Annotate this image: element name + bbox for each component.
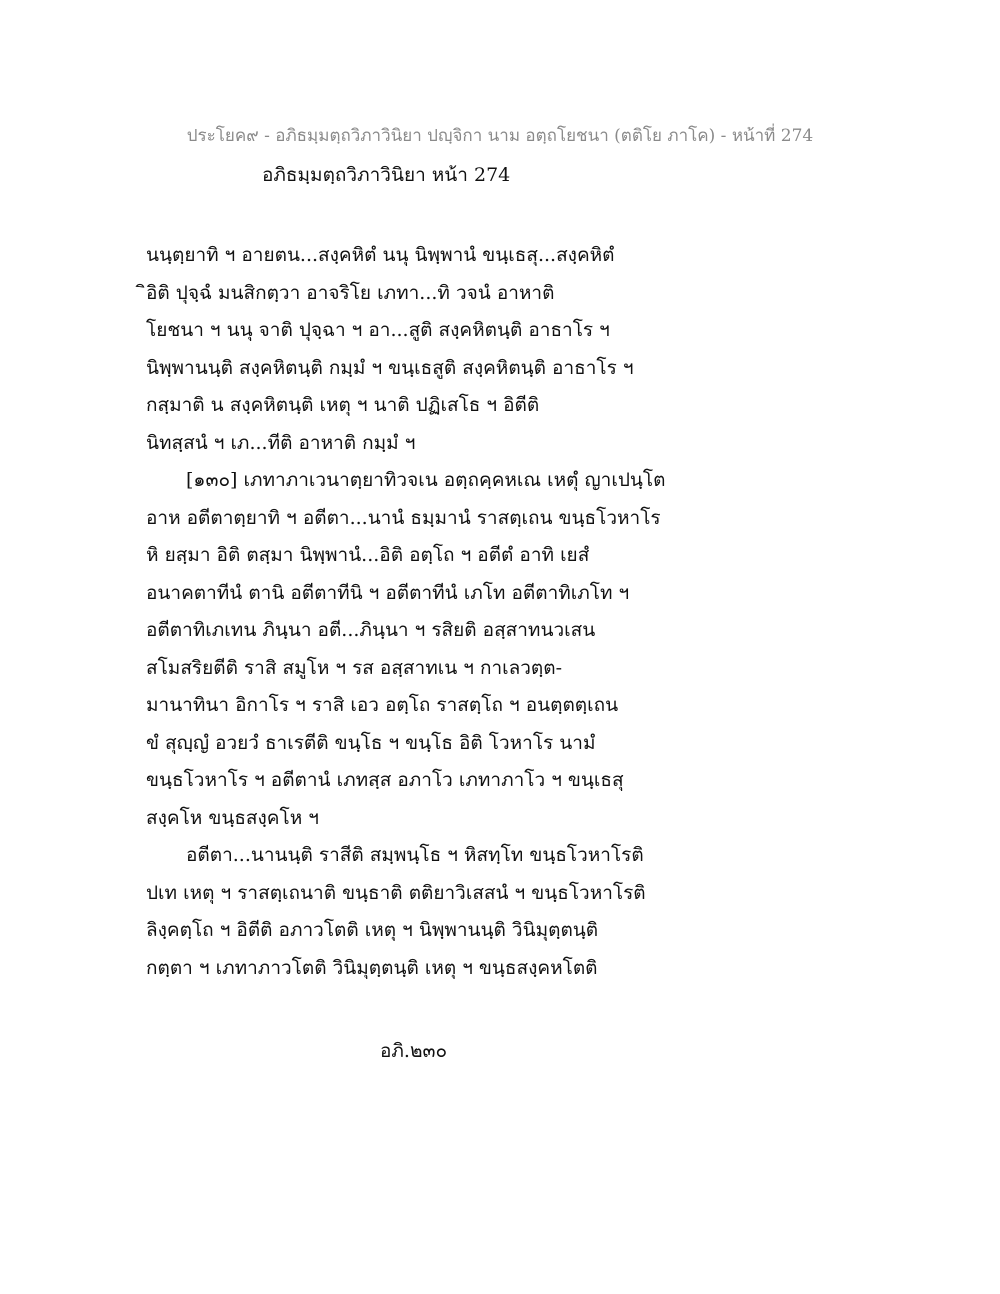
text-line: ขํ สุญฺญํ อวยวํ ธาเรตีติ ขนฺโธ ฯ ขนฺโธ อิติ โวหาโร นามํ [146, 731, 596, 754]
text-line: ิอิติ ปุจฺฉํ มนสิกตฺวา อาจริโย เภทา...ทิ วจนํ อาหาติ [146, 281, 555, 304]
text-line: หิ ยสฺมา อิติ ตสฺมา นิพฺพานํ...อิติ อตฺโถ ฯ อตีตํ อาทิ เยสํ [146, 544, 590, 566]
text-line: อาห อตีตาตฺยาทิ ฯ อตีตา...นานํ ธมฺมานํ ราสตฺเถน ขนฺธโวหาโร [146, 506, 661, 529]
text-line: สโมสริยตีติ ราสิ สมูโห ฯ รส อสฺสาทเน ฯ กาเลวตฺต- [146, 656, 563, 679]
text-line: นิพฺพานนฺติ สงฺคหิตนฺติ กมฺมํ ฯ ขนฺเธสูติ สงฺคหิตนฺติ อาธาโร ฯ [146, 356, 634, 379]
running-header: ประโยค๙ - อภิธมฺมตฺถวิภาวินิยา ปญฺจิกา นาม อตฺถโยชนา (ตติโย ภาโค) - หน้าที่ 274 [186, 126, 814, 146]
paragraph-start-line: [๑๓๐] เภทาภาเวนาตฺยาทิวจเน อตฺถคฺคหเณ เหตุํ ญาเปนฺโต [186, 469, 666, 491]
text-line: อตีตาทิเภเทน ภินฺนา อตี...ภินฺนา ฯ รสิยติ อสฺสาทนวเสน [146, 619, 596, 641]
text-line: สงฺคโห ขนฺธสงฺคโห ฯ [146, 806, 319, 829]
text-line: อนาคตาทีนํ ตานิ อตีตาทีนิ ฯ อตีตาทีนํ เภโท อตีตาทิเภโท ฯ [146, 581, 630, 604]
paragraph-start-line: อตีตา...นานนฺติ ราสีติ สมฺพนฺโธ ฯ หิสทฺโท ขนฺธโวหาโรติ [186, 844, 644, 866]
body-text [146, 240, 686, 990]
text-line: มานาทินา อิกาโร ฯ ราสิ เอว อตฺโถ ราสตฺโถ ฯ อนตฺตตฺเถน [146, 694, 619, 716]
text-line: นนฺตฺยาทิ ฯ อายตน...สงฺคหิตํ นนุ นิพฺพานํ ขนฺเธสุ...สงฺคหิตํ [146, 244, 615, 266]
text-line: ลิงฺคตฺโถ ฯ อิตีติ อภาวโตติ เหตุ ฯ นิพฺพานนฺติ วินิมุตฺตนฺติ [146, 919, 599, 941]
page-footer: อภิ.๒๓๐ [380, 1040, 448, 1062]
text-line: กสฺมาติ น สงฺคหิตนฺติ เหตุ ฯ นาติ ปฏิเสโธ ฯ อิตีติ [146, 394, 540, 416]
text-line: โยชนา ฯ นนุ จาติ ปุจฺฉา ฯ อา...สูติ สงฺคหิตนฺติ อาธาโร ฯ [146, 319, 610, 341]
text-line: กตฺตา ฯ เภทาภาวโตติ วินิมุตฺตนฺติ เหตุ ฯ ขนฺธสงฺคหโตติ [146, 956, 598, 979]
text-line: ปเท เหตุ ฯ ราสตฺเถนาติ ขนฺธาติ ตติยาวิเสสนํ ฯ ขนฺธโวหาโรติ [146, 881, 646, 904]
page-heading: อภิธมฺมตฺถวิภาวินิยา หน้า 274 [262, 164, 511, 186]
text-line: ขนฺธโวหาโร ฯ อตีตานํ เภทสฺส อภาโว เภทาภาโว ฯ ขนฺเธสุ [146, 769, 624, 791]
text-line: นิทสฺสนํ ฯ เภ...ทีติ อาหาติ กมฺมํ ฯ [146, 431, 416, 454]
